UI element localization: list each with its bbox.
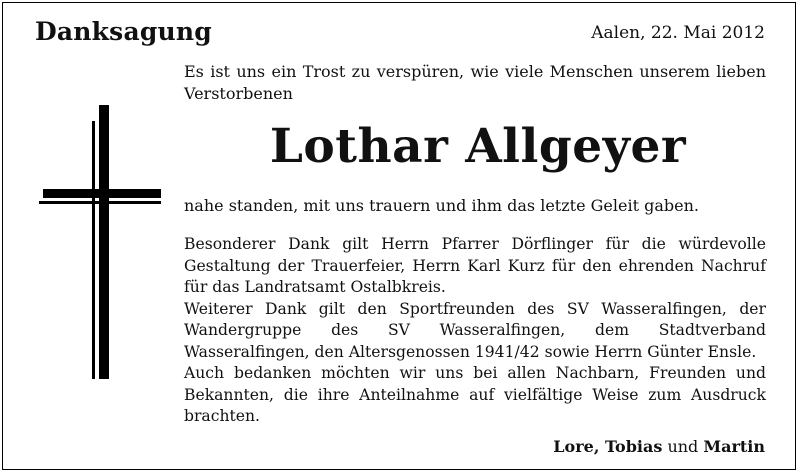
signature — [553, 437, 765, 456]
signature-separator: , — [593, 437, 605, 456]
intro-text: Es ist uns ein Trost zu verspüren, wie viele Menschen unserem lieben Verstorbenen — [184, 62, 766, 103]
deceased-name: Lothar Allgeyer — [269, 119, 687, 174]
thanks-paragraph: Besonderer Dank gilt Herrn Pfarrer Dörflinger für die würdevolle Gestaltung der Trauerfeier, Herrn Karl Kurz für den ehrenden Nachruf für das Landratsamt Ostalbkreis. — [184, 235, 766, 296]
thanks-paragraph: Weiterer Dank gilt den Sportfreunden des SV Wasseralfingen, der Wandergruppe des SV Wasseralfingen, dem Stadtverband Wasseralfingen, den Altersgenossen 1941/42 sowie Herrn Günter Ensle. — [184, 299, 766, 361]
notice-date: Aalen, 22. Mai 2012 — [591, 23, 765, 43]
obituary-notice — [2, 2, 796, 470]
signature-separator: und — [662, 437, 704, 456]
signature-name: Martin — [703, 437, 765, 456]
notice-heading: Danksagung — [35, 17, 212, 46]
thanks-paragraph: Auch bedanken möchten wir uns bei allen Nachbarn, Freunden und Bekannten, die ihre Anteilnahme auf vielfältige Weise zum Ausdruck brachten. — [184, 364, 766, 425]
signature-name: Tobias — [604, 437, 663, 456]
cross-icon — [35, 103, 165, 383]
signature-name: Lore — [553, 437, 594, 456]
thanks-body — [184, 234, 766, 428]
after-name-text: nahe standen, mit uns trauern und ihm das letzte Geleit gaben. — [184, 196, 699, 215]
